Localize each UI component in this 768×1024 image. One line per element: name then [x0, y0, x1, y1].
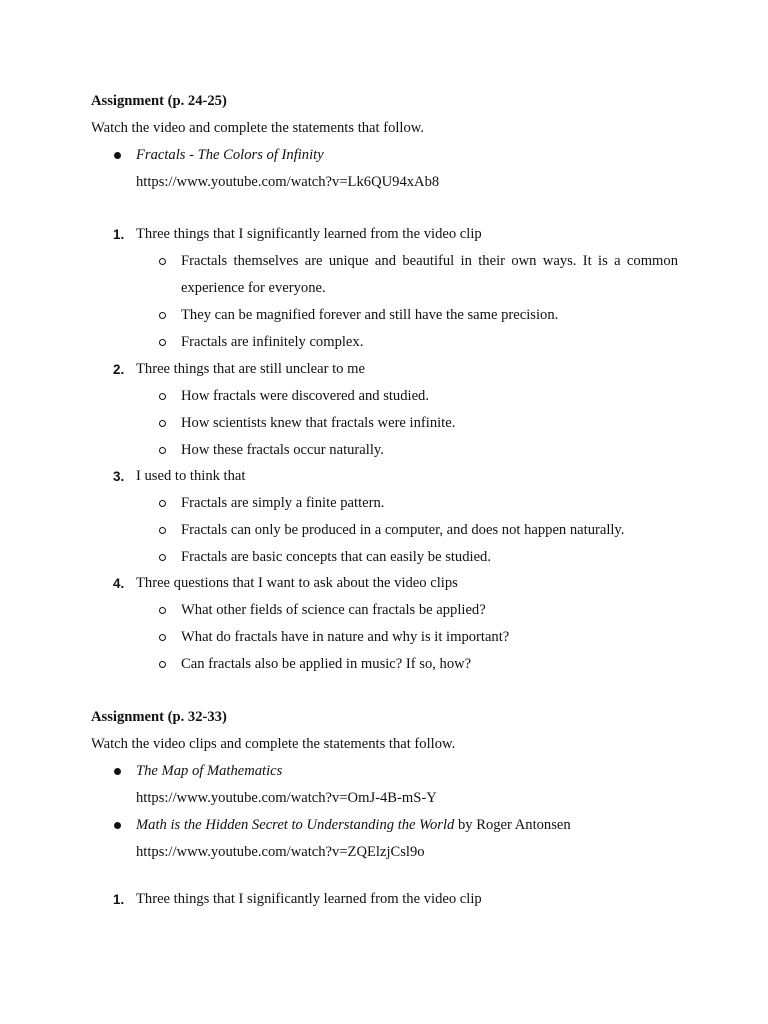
- question-text: Three questions that I want to ask about the video clips: [136, 575, 458, 591]
- answer-item: How scientists knew that fractals were infinite.: [181, 415, 456, 431]
- answer-item: What other fields of science can fractals be applied?: [181, 602, 486, 618]
- video-url[interactable]: https://www.youtube.com/watch?v=ZQElzjCsl9o: [136, 844, 425, 860]
- answer-item: What do fractals have in nature and why is it important?: [181, 629, 510, 645]
- section-intro: Watch the video and complete the statements that follow.: [91, 120, 425, 136]
- circle-bullet-icon: [159, 554, 166, 561]
- circle-bullet-icon: [159, 527, 166, 534]
- video-title: Math is the Hidden Secret to Understanding the World: [136, 817, 455, 833]
- answer-item: Fractals are basic concepts that can easily be studied.: [181, 549, 491, 565]
- answer-item: Fractals are simply a finite pattern.: [181, 495, 385, 511]
- video-url[interactable]: https://www.youtube.com/watch?v=OmJ-4B-mS-Y: [136, 790, 437, 806]
- circle-bullet-icon: [159, 607, 166, 614]
- circle-bullet-icon: [159, 258, 166, 265]
- answer-item: How fractals were discovered and studied.: [181, 388, 430, 404]
- question-text: Three things that I significantly learned from the video clip: [136, 226, 482, 242]
- circle-bullet-icon: [159, 420, 166, 427]
- answer-item: Fractals are infinitely complex.: [181, 334, 364, 350]
- answer-item: Fractals themselves are unique and beautiful in their own ways. It is a common: [181, 253, 678, 269]
- section-heading: Assignment (p. 32-33): [91, 709, 227, 725]
- circle-bullet-icon: [159, 312, 166, 319]
- answer-item-continuation: experience for everyone.: [181, 280, 326, 296]
- question-number: 1.: [113, 227, 125, 242]
- question-text: Three things that are still unclear to me: [136, 361, 365, 377]
- circle-bullet-icon: [159, 500, 166, 507]
- circle-bullet-icon: [159, 661, 166, 668]
- video-author: by Roger Antonsen: [454, 817, 571, 833]
- answer-item: How these fractals occur naturally.: [181, 442, 384, 458]
- section-heading: Assignment (p. 24-25): [91, 93, 227, 109]
- answer-item: Fractals can only be produced in a computer, and does not happen naturally.: [181, 522, 625, 538]
- circle-bullet-icon: [159, 339, 166, 346]
- answer-item: Can fractals also be applied in music? If so, how?: [181, 656, 472, 672]
- question-text: Three things that I significantly learned from the video clip: [136, 891, 482, 907]
- circle-bullet-icon: [159, 447, 166, 454]
- video-title: Fractals - The Colors of Infinity: [136, 147, 324, 163]
- circle-bullet-icon: [159, 393, 166, 400]
- answer-item: They can be magnified forever and still have the same precision.: [181, 307, 559, 323]
- bullet-icon: [114, 768, 121, 775]
- video-entry: [136, 812, 571, 839]
- circle-bullet-icon: [159, 634, 166, 641]
- bullet-icon: [114, 152, 121, 159]
- video-url[interactable]: https://www.youtube.com/watch?v=Lk6QU94xAb8: [136, 174, 440, 190]
- question-number: 2.: [113, 362, 125, 377]
- question-text: I used to think that: [136, 468, 246, 484]
- question-number: 1.: [113, 892, 125, 907]
- bullet-icon: [114, 822, 121, 829]
- section-intro: Watch the video clips and complete the statements that follow.: [91, 736, 456, 752]
- video-title: The Map of Mathematics: [136, 763, 283, 779]
- question-number: 3.: [113, 469, 125, 484]
- question-number: 4.: [113, 576, 125, 591]
